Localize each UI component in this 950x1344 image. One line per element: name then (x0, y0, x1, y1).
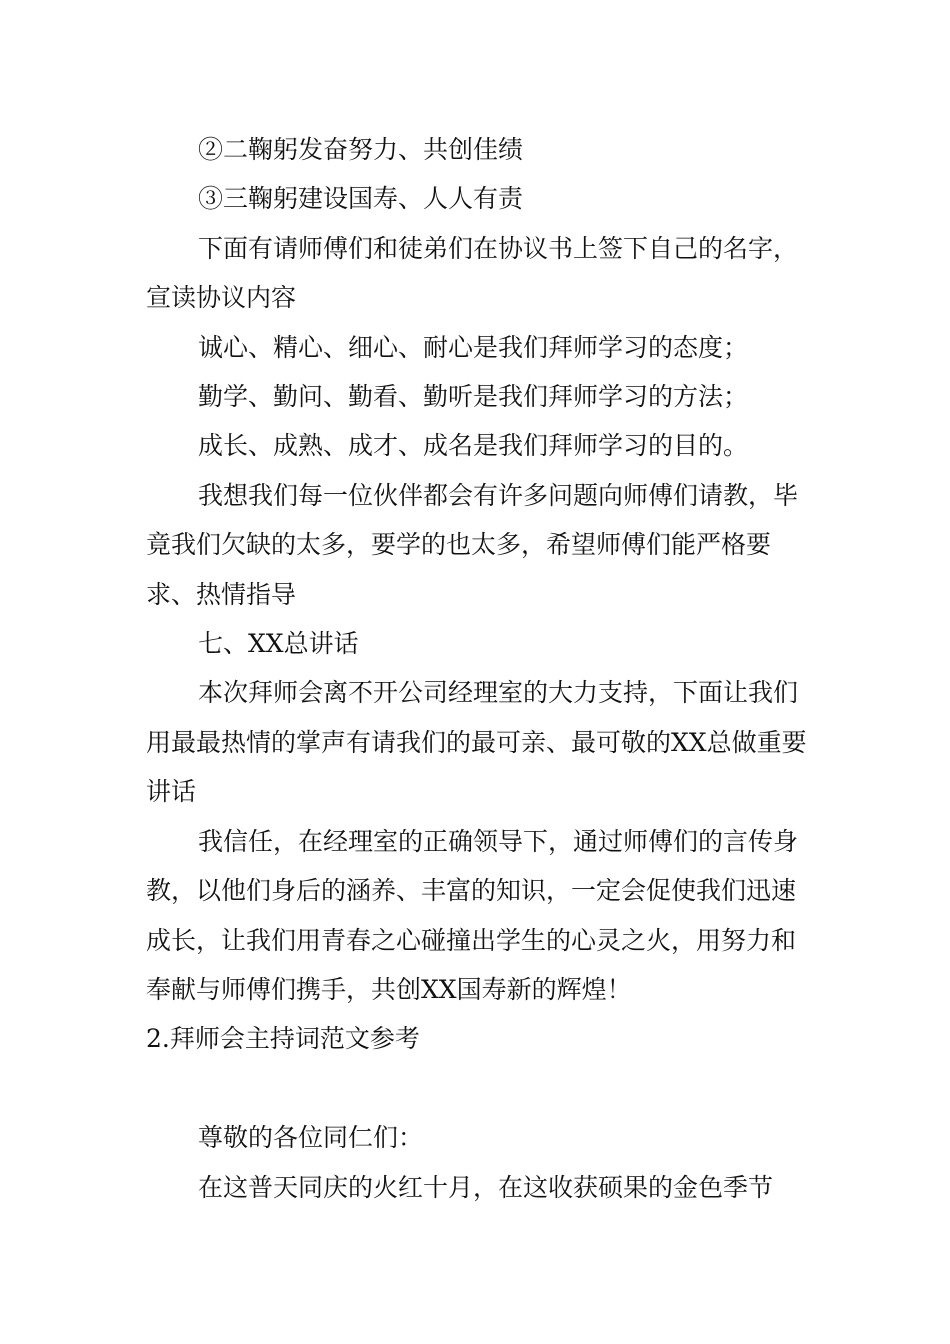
paragraph-goal: 成长、成熟、成才、成名是我们拜师学习的目的。 (198, 431, 749, 461)
document-body (146, 125, 808, 1212)
paragraph-greeting: 尊敬的各位同仁们： (198, 1123, 424, 1153)
blank-line (146, 1064, 808, 1113)
paragraph-sign-agreement: 下面有请师傅们和徒弟们在协议书上签下自己的名字，宣读协议内容 (146, 233, 799, 313)
paragraph-trust: 我信任，在经理室的正确领导下，通过师傅们的言传身教，以他们身后的涵养、丰富的知识，一定会促使我们迅速成长，让我们用青春之心碰撞出学生的心灵之火，用努力和奉献与师傅们携手，共创XX国寿新的辉煌！ (146, 826, 799, 1004)
paragraph-speech-heading: 七、XX总讲话 (198, 629, 359, 659)
paragraph-invite-speech: 本次拜师会离不开公司经理室的大力支持，下面让我们用最最热情的掌声有请我们的最可亲、最可敬的XX总做重要讲话 (146, 678, 807, 807)
paragraph-bow-3: ③三鞠躬建设国寿、人人有责 (198, 184, 524, 214)
paragraph-bow-2: ②二鞠躬发奋努力、共创佳绩 (198, 135, 524, 164)
paragraph-attitude: 诚心、精心、细心、耐心是我们拜师学习的态度； (198, 332, 749, 362)
paragraph-questions: 我想我们每一位伙伴都会有许多问题向师傅们请教，毕竟我们欠缺的太多，要学的也太多，希望师傅们能严格要求、热情指导 (146, 480, 799, 609)
paragraph-method: 勤学、勤问、勤看、勤听是我们拜师学习的方法； (198, 382, 749, 412)
section-heading: 2.拜师会主持词范文参考 (146, 1024, 420, 1054)
paragraph-opening: 在这普天同庆的火红十月，在这收获硕果的金色季节 (198, 1172, 774, 1202)
